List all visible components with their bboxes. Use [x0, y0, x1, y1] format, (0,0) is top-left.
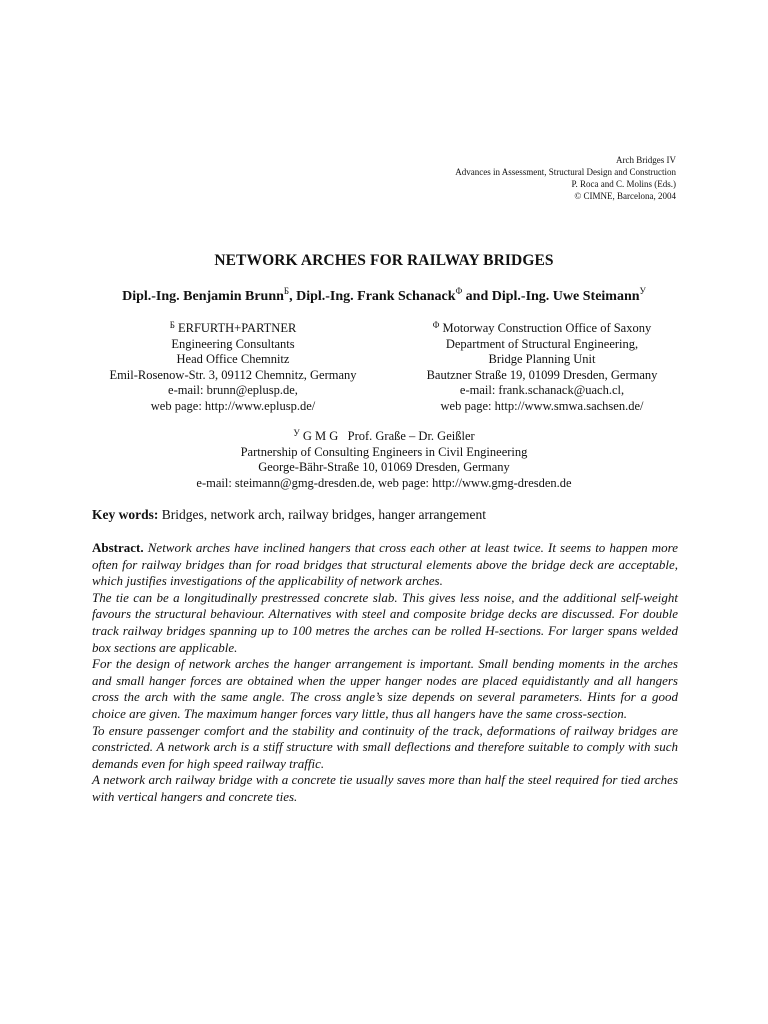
- author-name: Dipl.-Ing. Uwe Steimann: [491, 289, 640, 304]
- series-title: Arch Bridges IV: [616, 155, 676, 165]
- affiliation-mark: У: [293, 428, 300, 438]
- abstract-paragraph: To ensure passenger comfort and the stability and continuity of the track, deformations of railway bridges are constricted. A network arch is a stiff structure with small deflections and therefore suitable to comply with such demands even for high speed railway traffic.: [92, 722, 678, 771]
- author-name: Dipl.-Ing. Benjamin Brunn: [122, 289, 284, 304]
- affiliation-email: e-mail: frank.schanack@uach.cl,: [459, 383, 625, 398]
- abstract-text: Network arches have inclined hangers that cross each other at least twice. It seems to happen more often for railway bridges than for road bridges that structural elements above the bridge deck are acceptable, which justifies investigations of the applicability of network arches.: [92, 540, 679, 589]
- author-name: Dipl.-Ing. Frank Schanack: [296, 289, 456, 304]
- paper-title: NETWORK ARCHES FOR RAILWAY BRIDGES: [214, 252, 554, 269]
- author-line: [0, 286, 768, 305]
- author-separator: and: [462, 289, 492, 304]
- keywords: [92, 507, 486, 523]
- abstract-paragraph: A network arch railway bridge with a concrete tie usually saves more than half the steel required for tied arches with vertical hangers and concrete ties.: [92, 772, 678, 804]
- affiliation-web: web page: http://www.smwa.sachsen.de/: [440, 398, 644, 413]
- affiliation-address: George-Bähr-Straße 10, 01069 Dresden, Germany: [258, 460, 510, 475]
- affiliation-mark: Б: [169, 320, 175, 330]
- affiliation-address: Emil-Rosenow-Str. 3, 09112 Chemnitz, Germany: [109, 367, 357, 382]
- abstract-paragraph: The tie can be a longitudinally prestressed concrete slab. This gives less noise, and the additional self-weight favours the structural behaviour. Alternatives with steel and composite bridge decks are discussed. For double track railway bridges spanning up to 100 metres the arches can be rolled H-sections. For larger spans welded box sections are applicable.: [92, 589, 678, 655]
- affiliation-mark: Φ: [432, 320, 440, 330]
- abstract-paragraph: For the design of network arches the hanger arrangement is important. Small bending moments in the arches and small hanger forces are obtained when the upper hanger nodes are placed equidistantly and all hangers cross the arch with the same angle. The cross angle’s size depends on several parameters. Hints for a good choice are given. The maximum hanger forces vary little, thus all hangers have the same cross-section.: [92, 656, 678, 721]
- abstract: [92, 540, 678, 806]
- affiliation-org-line: [88, 318, 378, 337]
- author-affiliation-mark: У: [639, 286, 646, 296]
- publication-header: [455, 154, 676, 202]
- keywords-text: Bridges, network arch, railway bridges, hanger arrangement: [161, 507, 487, 522]
- affiliation-line: Engineering Consultants: [171, 336, 295, 351]
- author-affiliation-mark: Б: [283, 286, 290, 296]
- affiliation-org: Motorway Construction Office of Saxony: [442, 321, 652, 335]
- affiliation-line: Head Office Chemnitz: [176, 352, 290, 367]
- editors: P. Roca and C. Molins (Eds.): [571, 179, 676, 189]
- abstract-paragraph: [92, 540, 678, 590]
- affiliation-line: Bridge Planning Unit: [488, 352, 596, 367]
- affiliation-web: web page: http://www.eplusp.de/: [150, 398, 316, 413]
- abstract-label: Abstract.: [92, 540, 144, 555]
- affiliation-block: [88, 318, 378, 415]
- affiliation-block: [392, 318, 692, 415]
- affiliation-line: Partnership of Consulting Engineers in Civil Engineering: [240, 444, 528, 459]
- author-affiliation-mark: Φ: [455, 286, 463, 296]
- affiliation-contact: e-mail: steimann@gmg-dresden.de, web page: http://www.gmg-dresden.de: [196, 475, 572, 490]
- affiliation-org-line: [100, 426, 668, 445]
- series-subtitle: Advances in Assessment, Structural Design and Construction: [455, 167, 676, 177]
- keywords-label: Key words:: [92, 507, 159, 522]
- affiliation-line: Department of Structural Engineering,: [445, 336, 639, 351]
- affiliation-block: [100, 426, 668, 491]
- author-separator: ,: [289, 289, 297, 304]
- affiliation-org: G M G Prof. Graße – Dr. Geißler: [302, 429, 475, 443]
- affiliation-org-line: [392, 318, 692, 337]
- copyright: © CIMNE, Barcelona, 2004: [574, 191, 676, 201]
- affiliation-address: Bautzner Straße 19, 01099 Dresden, Germany: [426, 367, 658, 382]
- affiliation-org: ERFURTH+PARTNER: [177, 321, 297, 335]
- affiliation-email: e-mail: brunn@eplusp.de,: [168, 383, 298, 398]
